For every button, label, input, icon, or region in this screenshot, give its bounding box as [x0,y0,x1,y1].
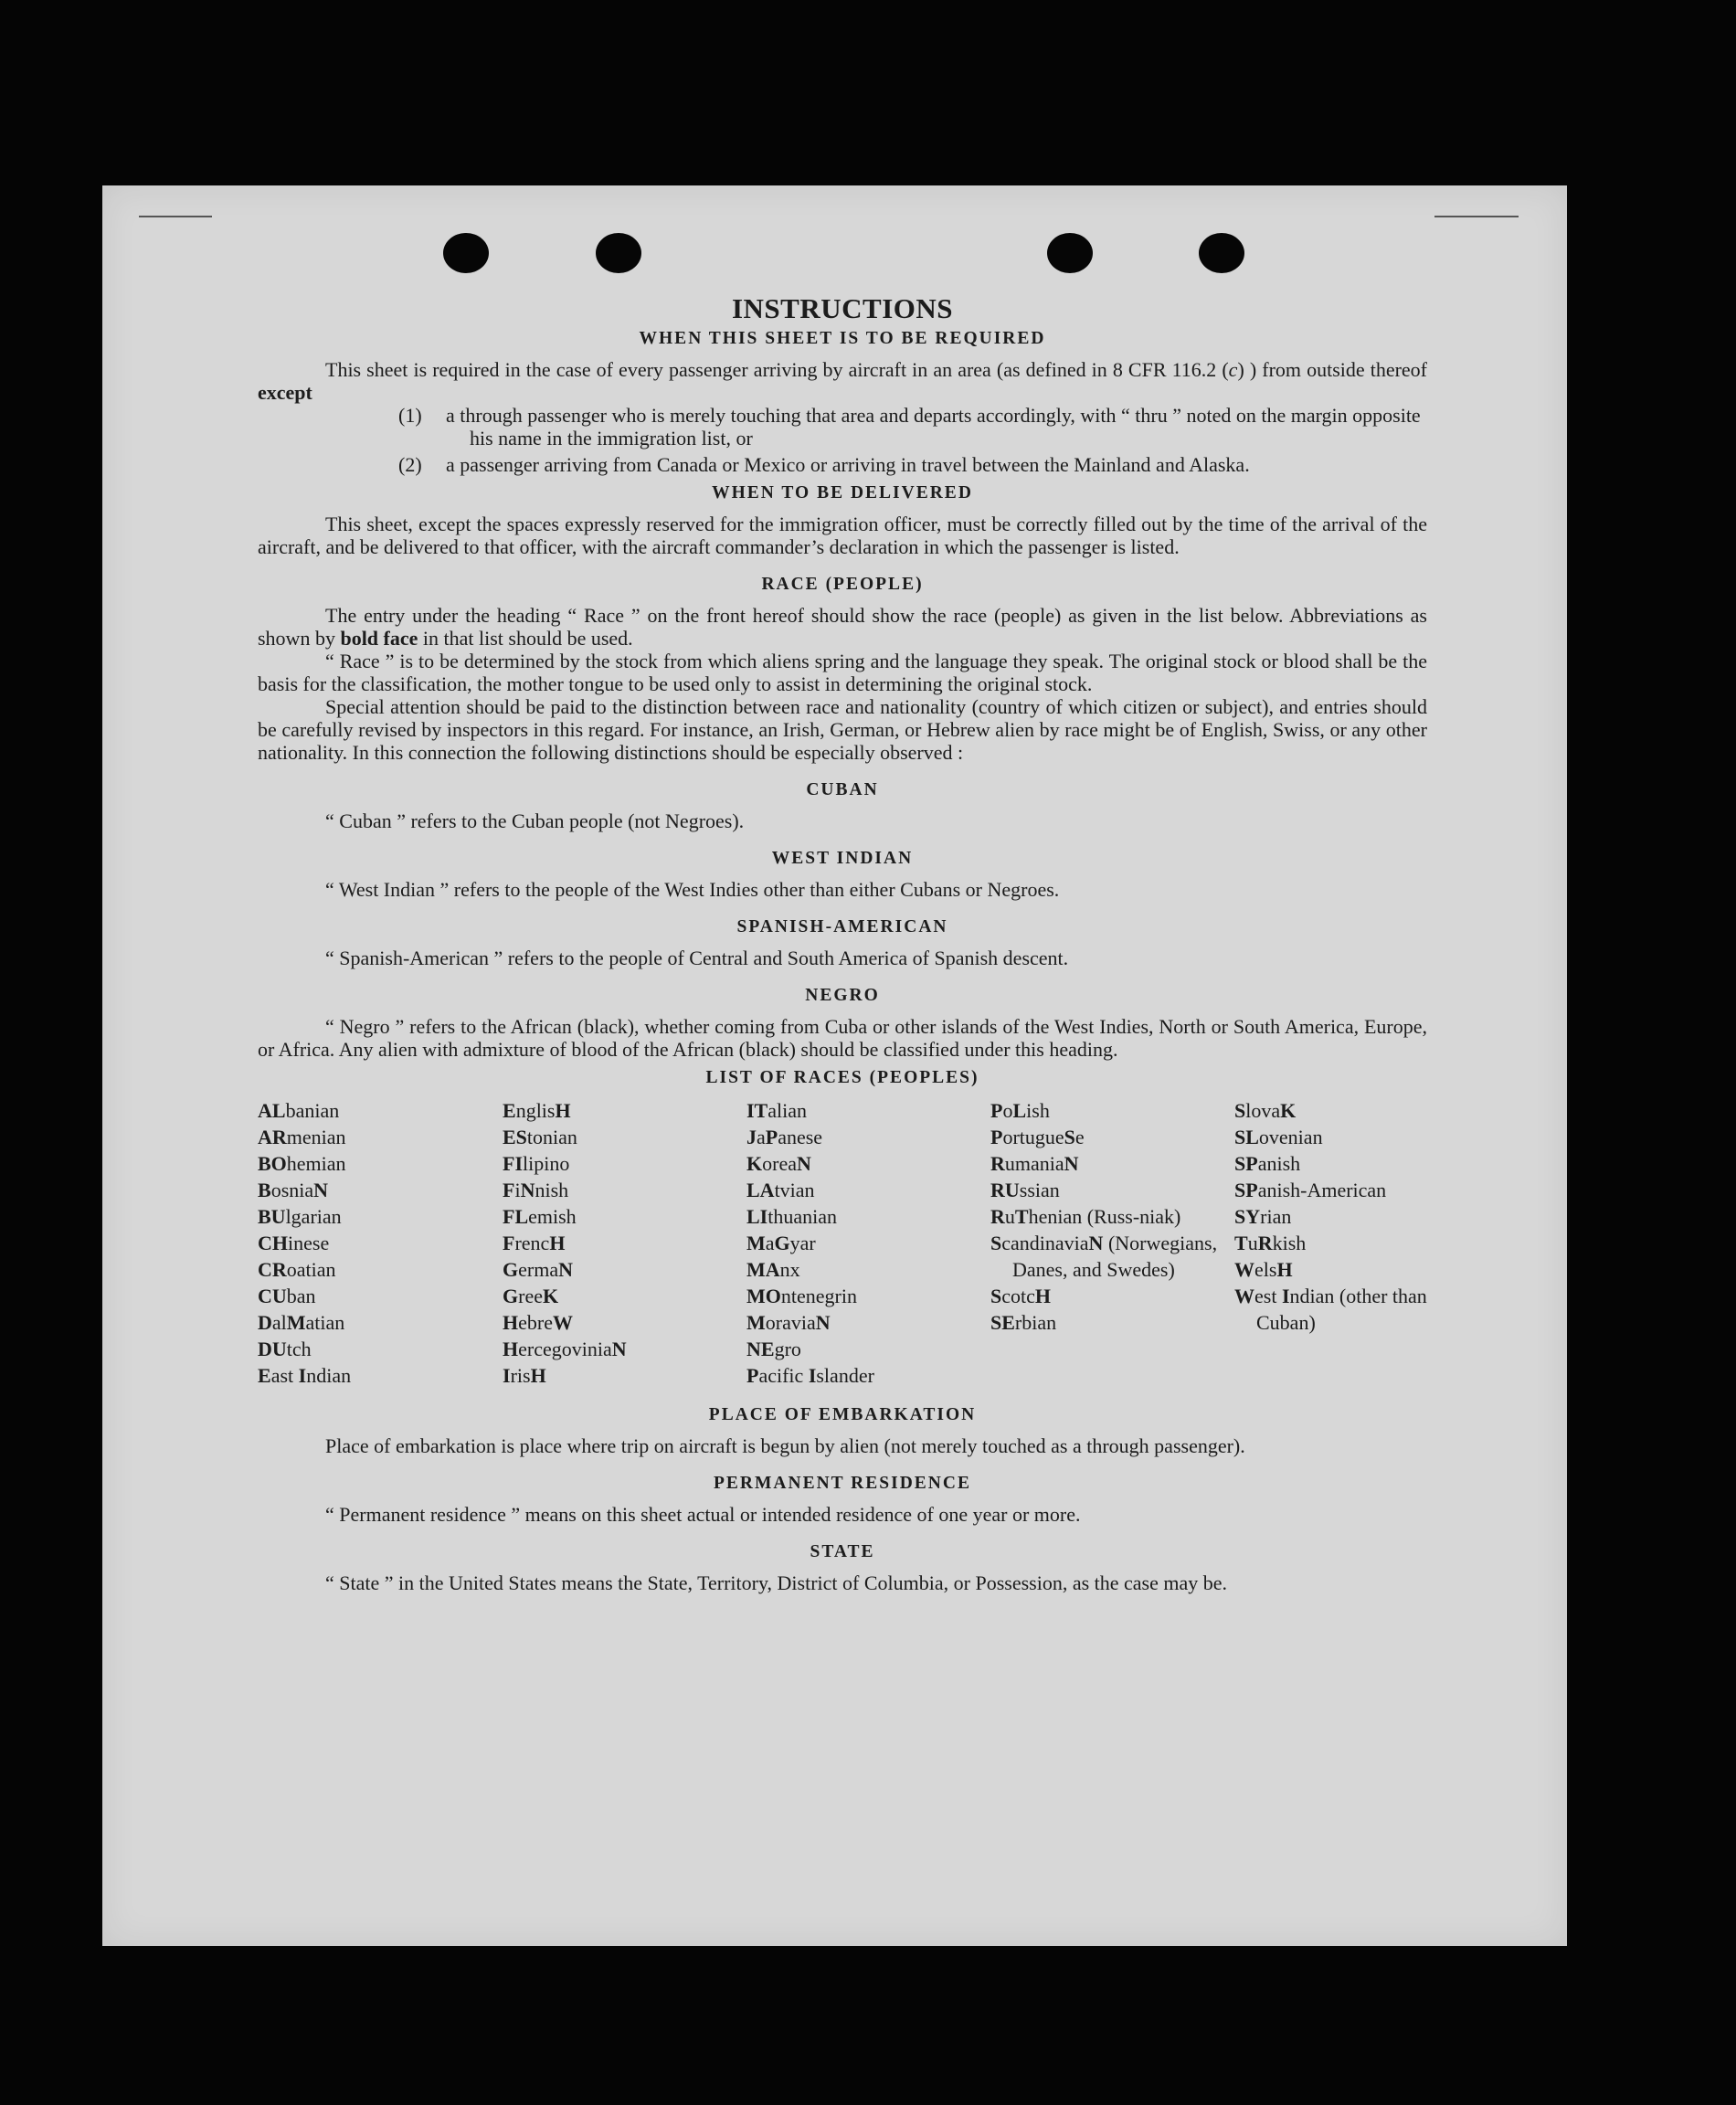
race-entry: CRoatian [258,1258,336,1281]
punch-hole [596,233,641,273]
race-entry: JaPanese [746,1126,823,1148]
west-indian-paragraph: “ West Indian ” refers to the people of the West Indies other than either Cubans or Negroes. [325,878,1060,901]
race-entry: DUtch [258,1338,312,1360]
race-entry: BUlgarian [258,1205,342,1228]
race-entry: DalMatian [258,1311,345,1334]
page-title: INSTRUCTIONS [731,292,953,324]
race-entry: ARmenian [258,1126,346,1148]
race-entry: HebreW [503,1311,573,1334]
race-column [258,1097,503,1389]
punch-hole [1199,233,1244,273]
race-entry: East Indian [258,1364,352,1387]
margin-mark [1434,216,1519,217]
section-heading-west-indian: WEST INDIAN [771,849,914,868]
race-entry: SPanish [1234,1152,1301,1175]
race-entry: MOntenegrin [746,1285,857,1307]
race-entry: WelsH [1234,1258,1293,1281]
state-paragraph: “ State ” in the United States means the State, Territory, District of Columbia, or Possession, as the case may be. [325,1571,1228,1594]
race-entry: EStonian [503,1126,577,1148]
race-entry: SLovenian [1234,1126,1323,1148]
race-entry: FiNnish [503,1179,569,1201]
race-entry: IrisH [503,1364,546,1387]
race-column [746,1097,990,1389]
race-entry: LIthuanian [746,1205,838,1228]
spanish-american-paragraph: “ Spanish-American ” refers to the people of Central and South America of Spanish descent. [325,947,1069,969]
required-paragraph: This sheet is required in the case of every passenger arriving by aircraft in an area (as defined in 8 CFR 116.2 (c) ) from outside thereof except [258,358,1427,404]
race-entry: ScandinaviaN (Norwegians, Danes, and Swedes) [990,1232,1218,1281]
negro-paragraph: “ Negro ” refers to the African (black), whether coming from Cuba or other islands of the West Indies, North or South America, Europe, or Africa. Any alien with admixture of blood of the African (black) should be classified under this heading. [258,1015,1427,1061]
section-heading-required: WHEN THIS SHEET IS TO BE REQUIRED [639,329,1046,348]
instruction-sheet [102,185,1567,1946]
race-paragraph-3: Special attention should be paid to the distinction between race and nationality (country of which citizen or subject), and entries should be carefully revised by inspectors in this regard. For instance, an Irish, German, or Hebrew alien by race might be of English, Swiss, or any other nationality. In this connection the following distinctions should be especially observed : [258,695,1427,764]
race-entry: ITalian [746,1099,808,1122]
race-entry: SPanish-American [1234,1179,1387,1201]
race-entry: TuRkish [1234,1232,1307,1254]
exception-item: (1) a through passenger who is merely touching that area and departs accordingly, with “ thru ” noted on the margin opposite his name in the immigration list, or [398,404,1421,450]
section-heading-embarkation: PLACE OF EMBARKATION [708,1405,977,1424]
race-paragraph-1: The entry under the heading “ Race ” on the front hereof should show the race (people) as given in the list below. Abbreviations as shown by bold face in that list should be used. [258,604,1427,650]
race-entry: CHinese [258,1232,330,1254]
race-entry: BOhemian [258,1152,346,1175]
race-entry: FLemish [503,1205,577,1228]
section-heading-delivered: WHEN TO BE DELIVERED [712,483,973,502]
race-entry: RumaniaN [990,1152,1079,1175]
race-entry: LAtvian [746,1179,815,1201]
list-of-races [258,1097,1427,1389]
section-heading-list-of-races: LIST OF RACES (PEOPLES) [705,1068,979,1087]
race-entry: BosniaN [258,1179,329,1201]
margin-mark [139,216,212,217]
exception-list [258,404,1427,476]
race-entry: KoreaN [746,1152,811,1175]
race-entry: SYrian [1234,1205,1292,1228]
section-heading-state: STATE [810,1542,875,1561]
race-entry: ScotcH [990,1285,1052,1307]
race-entry: FrencH [503,1232,566,1254]
race-entry: HercegoviniaN [503,1338,627,1360]
section-heading-negro: NEGRO [805,986,880,1005]
section-heading-residence: PERMANENT RESIDENCE [714,1474,971,1493]
race-entry: PortugueSe [990,1126,1085,1148]
delivered-paragraph: This sheet, except the spaces expressly reserved for the immigration officer, must be correctly filled out by the time of the arrival of the aircraft, and be delivered to that officer, with the aircraft commander’s declaration in which the passenger is listed. [258,513,1427,558]
cuban-paragraph: “ Cuban ” refers to the Cuban people (not Negroes). [325,809,745,832]
race-column [990,1097,1234,1389]
race-entry: RuThenian (Russ-niak) [990,1205,1181,1228]
race-column [503,1097,746,1389]
punch-hole [443,233,489,273]
race-entry: SErbian [990,1311,1057,1334]
race-entry: NEgro [746,1338,801,1360]
race-entry: EnglisH [503,1099,571,1122]
section-heading-spanish-american: SPANISH-AMERICAN [736,917,948,936]
race-entry: ALbanian [258,1099,340,1122]
race-entry: MoraviaN [746,1311,831,1334]
race-entry: West Indian (other than Cuban) [1234,1285,1427,1334]
race-entry: RUssian [990,1179,1060,1201]
race-entry: GreeK [503,1285,559,1307]
residence-paragraph: “ Permanent residence ” means on this sheet actual or intended residence of one year or more. [325,1503,1081,1526]
race-entry: SlovaK [1234,1099,1297,1122]
section-heading-race: RACE (PEOPLE) [761,575,924,594]
race-paragraph-2: “ Race ” is to be determined by the stock from which aliens spring and the language they speak. The original stock or blood shall be the basis for the classification, the mother tongue to be used only to assist in determining the original stock. [258,650,1427,695]
race-entry: PoLish [990,1099,1050,1122]
race-entry: MaGyar [746,1232,816,1254]
race-entry: FIlipino [503,1152,570,1175]
race-entry: CUban [258,1285,316,1307]
race-entry: GermaN [503,1258,573,1281]
race-column [1234,1097,1472,1389]
exception-item: (2) a passenger arriving from Canada or Mexico or arriving in travel between the Mainland and Alaska. [398,453,1250,476]
instructions-content [258,292,1427,1594]
section-heading-cuban: CUBAN [806,780,879,799]
race-entry: MAnx [746,1258,800,1281]
embarkation-paragraph: Place of embarkation is place where trip on aircraft is begun by alien (not merely touched as a through passenger). [325,1434,1245,1457]
race-entry: Pacific Islander [746,1364,874,1387]
punch-hole [1047,233,1093,273]
